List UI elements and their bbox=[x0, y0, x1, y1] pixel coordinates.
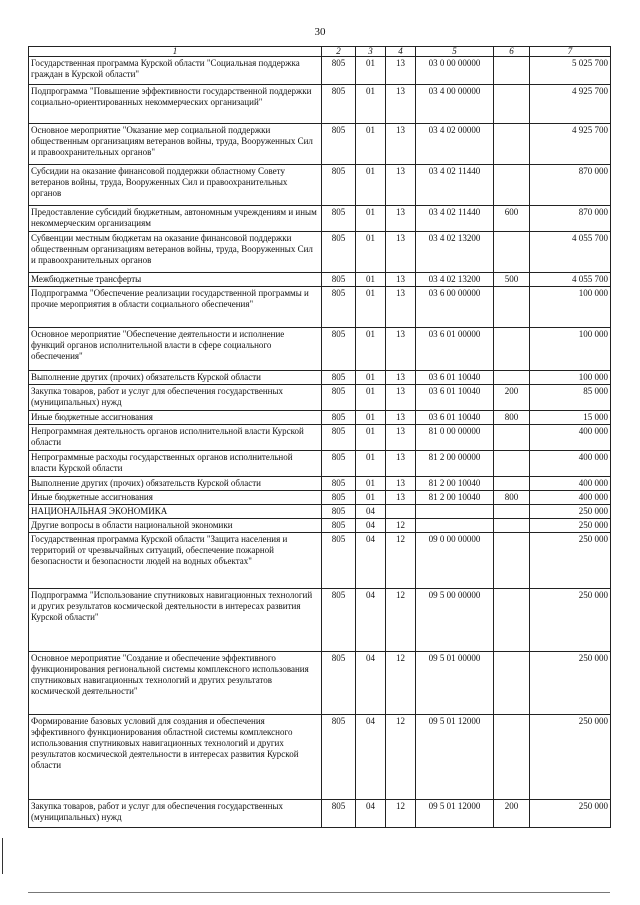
row-col-3-cell: 01 bbox=[356, 385, 386, 411]
row-name-cell: Предоставление субсидий бюджетным, автономным учреждениям и иным некоммерческим организациям bbox=[29, 206, 322, 232]
row-name-cell: Иные бюджетные ассигнования bbox=[29, 411, 322, 425]
row-col-7-cell: 100 000 bbox=[530, 371, 611, 385]
row-col-4-cell: 13 bbox=[386, 385, 416, 411]
table-row bbox=[29, 800, 611, 828]
row-name-cell: Государственная программа Курской области "Защита населения и территорий от чрезвычайных ситуаций, обеспечение пожарной безопасности и безопасности людей на водных объектах" bbox=[29, 533, 322, 589]
row-name-cell: Выполнение других (прочих) обязательств Курской области bbox=[29, 477, 322, 491]
row-col-3-cell: 04 bbox=[356, 533, 386, 589]
table-body bbox=[29, 57, 611, 828]
table-row bbox=[29, 124, 611, 165]
row-col-6-cell bbox=[494, 85, 530, 124]
table-row bbox=[29, 411, 611, 425]
row-col-6-cell bbox=[494, 328, 530, 371]
row-col-3-cell: 01 bbox=[356, 232, 386, 273]
row-name-cell: Непрограммные расходы государственных органов исполнительной власти Курской области bbox=[29, 451, 322, 477]
table-row bbox=[29, 589, 611, 652]
row-name-cell: Государственная программа Курской области "Социальная поддержка граждан в Курской области" bbox=[29, 57, 322, 85]
row-col-7-cell: 400 000 bbox=[530, 477, 611, 491]
row-name-cell: Субсидии на оказание финансовой поддержки областному Совету ветеранов войны, труда, Вооруженных Сил и правоохранительных органов bbox=[29, 165, 322, 206]
table-row bbox=[29, 273, 611, 287]
row-col-2-cell: 805 bbox=[322, 519, 356, 533]
row-col-2-cell: 805 bbox=[322, 491, 356, 505]
row-col-4-cell: 13 bbox=[386, 411, 416, 425]
row-name-cell: НАЦИОНАЛЬНАЯ ЭКОНОМИКА bbox=[29, 505, 322, 519]
row-col-2-cell: 805 bbox=[322, 371, 356, 385]
row-col-4-cell: 13 bbox=[386, 451, 416, 477]
row-col-3-cell: 01 bbox=[356, 273, 386, 287]
table-row bbox=[29, 206, 611, 232]
row-col-2-cell: 805 bbox=[322, 287, 356, 328]
row-col-7-cell: 100 000 bbox=[530, 287, 611, 328]
row-col-6-cell bbox=[494, 505, 530, 519]
row-col-7-cell: 15 000 bbox=[530, 411, 611, 425]
row-col-2-cell: 805 bbox=[322, 425, 356, 451]
table-row bbox=[29, 385, 611, 411]
row-col-4-cell: 12 bbox=[386, 715, 416, 800]
row-col-7-cell: 4 055 700 bbox=[530, 232, 611, 273]
header-col-4: 4 bbox=[386, 47, 416, 57]
row-col-7-cell: 100 000 bbox=[530, 328, 611, 371]
row-col-4-cell bbox=[386, 505, 416, 519]
row-col-4-cell: 13 bbox=[386, 124, 416, 165]
row-col-5-cell: 09 5 01 12000 bbox=[416, 715, 494, 800]
row-col-2-cell: 805 bbox=[322, 505, 356, 519]
row-col-4-cell: 13 bbox=[386, 273, 416, 287]
row-col-3-cell: 01 bbox=[356, 477, 386, 491]
row-col-3-cell: 01 bbox=[356, 165, 386, 206]
row-col-7-cell: 400 000 bbox=[530, 491, 611, 505]
table-header-row bbox=[29, 47, 611, 57]
table-row bbox=[29, 491, 611, 505]
row-col-7-cell: 400 000 bbox=[530, 425, 611, 451]
row-col-6-cell: 800 bbox=[494, 491, 530, 505]
row-col-6-cell bbox=[494, 124, 530, 165]
row-col-6-cell bbox=[494, 519, 530, 533]
row-col-5-cell: 81 2 00 00000 bbox=[416, 451, 494, 477]
row-name-cell: Межбюджетные трансферты bbox=[29, 273, 322, 287]
row-col-7-cell: 400 000 bbox=[530, 451, 611, 477]
row-col-5-cell: 03 4 02 11440 bbox=[416, 165, 494, 206]
row-col-5-cell: 03 4 02 00000 bbox=[416, 124, 494, 165]
row-col-6-cell bbox=[494, 165, 530, 206]
row-name-cell: Основное мероприятие "Обеспечение деятельности и исполнение функций органов исполнительной власти в сфере социального обеспечения" bbox=[29, 328, 322, 371]
table-row bbox=[29, 57, 611, 85]
row-col-4-cell: 13 bbox=[386, 371, 416, 385]
row-col-4-cell: 13 bbox=[386, 85, 416, 124]
table-row bbox=[29, 85, 611, 124]
row-col-4-cell: 13 bbox=[386, 328, 416, 371]
table-row bbox=[29, 425, 611, 451]
row-col-7-cell: 250 000 bbox=[530, 715, 611, 800]
row-col-7-cell: 250 000 bbox=[530, 533, 611, 589]
row-col-2-cell: 805 bbox=[322, 232, 356, 273]
row-col-2-cell: 805 bbox=[322, 124, 356, 165]
row-col-5-cell: 03 6 01 00000 bbox=[416, 328, 494, 371]
row-col-3-cell: 04 bbox=[356, 715, 386, 800]
row-col-5-cell: 03 4 00 00000 bbox=[416, 85, 494, 124]
row-col-7-cell: 85 000 bbox=[530, 385, 611, 411]
row-col-7-cell: 870 000 bbox=[530, 165, 611, 206]
row-col-6-cell bbox=[494, 425, 530, 451]
row-col-6-cell bbox=[494, 533, 530, 589]
row-col-4-cell: 13 bbox=[386, 206, 416, 232]
row-col-3-cell: 01 bbox=[356, 491, 386, 505]
row-col-2-cell: 805 bbox=[322, 273, 356, 287]
row-name-cell: Субвенции местным бюджетам на оказание финансовой поддержки общественным организациям ветеранов войны, труда, Вооруженных Сил и правоохранительных органов bbox=[29, 232, 322, 273]
table-row bbox=[29, 519, 611, 533]
row-col-5-cell: 09 5 00 00000 bbox=[416, 589, 494, 652]
row-col-5-cell: 09 5 01 00000 bbox=[416, 652, 494, 715]
row-col-6-cell bbox=[494, 57, 530, 85]
row-name-cell: Закупка товаров, работ и услуг для обеспечения государственных (муниципальных) нужд bbox=[29, 800, 322, 828]
row-col-7-cell: 870 000 bbox=[530, 206, 611, 232]
header-col-1: 1 bbox=[29, 47, 322, 57]
row-col-7-cell: 4 925 700 bbox=[530, 124, 611, 165]
row-col-5-cell: 03 4 02 13200 bbox=[416, 273, 494, 287]
row-name-cell: Иные бюджетные ассигнования bbox=[29, 491, 322, 505]
row-col-4-cell: 13 bbox=[386, 491, 416, 505]
header-col-7: 7 bbox=[530, 47, 611, 57]
row-col-2-cell: 805 bbox=[322, 715, 356, 800]
row-col-3-cell: 01 bbox=[356, 451, 386, 477]
row-col-3-cell: 01 bbox=[356, 328, 386, 371]
row-col-2-cell: 805 bbox=[322, 328, 356, 371]
table-row bbox=[29, 287, 611, 328]
row-col-6-cell bbox=[494, 477, 530, 491]
row-col-5-cell: 81 0 00 00000 bbox=[416, 425, 494, 451]
row-name-cell: Основное мероприятие "Оказание мер социальной поддержки общественным организациям ветеранов войны, труда, Вооруженных Сил и правоохранительных органов" bbox=[29, 124, 322, 165]
row-col-6-cell: 600 bbox=[494, 206, 530, 232]
table-row bbox=[29, 533, 611, 589]
row-col-6-cell bbox=[494, 451, 530, 477]
row-col-7-cell: 5 025 700 bbox=[530, 57, 611, 85]
row-col-4-cell: 13 bbox=[386, 57, 416, 85]
row-col-4-cell: 12 bbox=[386, 589, 416, 652]
row-col-2-cell: 805 bbox=[322, 411, 356, 425]
row-col-7-cell: 4 925 700 bbox=[530, 85, 611, 124]
row-name-cell: Выполнение других (прочих) обязательств Курской области bbox=[29, 371, 322, 385]
row-col-7-cell: 250 000 bbox=[530, 505, 611, 519]
row-col-6-cell bbox=[494, 589, 530, 652]
row-col-5-cell: 03 6 00 00000 bbox=[416, 287, 494, 328]
row-col-5-cell: 03 4 02 11440 bbox=[416, 206, 494, 232]
row-name-cell: Подпрограмма "Обеспечение реализации государственной программы и прочие мероприятия в области социального обеспечения" bbox=[29, 287, 322, 328]
row-col-3-cell: 04 bbox=[356, 519, 386, 533]
table-row bbox=[29, 477, 611, 491]
row-col-2-cell: 805 bbox=[322, 589, 356, 652]
row-col-6-cell bbox=[494, 287, 530, 328]
row-col-7-cell: 250 000 bbox=[530, 519, 611, 533]
row-col-3-cell: 01 bbox=[356, 57, 386, 85]
row-col-3-cell: 01 bbox=[356, 411, 386, 425]
row-col-6-cell: 800 bbox=[494, 411, 530, 425]
row-col-5-cell: 09 0 00 00000 bbox=[416, 533, 494, 589]
page-number: 30 bbox=[314, 26, 326, 38]
row-name-cell: Основное мероприятие "Создание и обеспечение эффективного функционирования региональной системы комплексного использования спутниковых навигационных технологий и других результатов космической деятельности" bbox=[29, 652, 322, 715]
row-col-3-cell: 01 bbox=[356, 371, 386, 385]
table-row bbox=[29, 652, 611, 715]
row-name-cell: Закупка товаров, работ и услуг для обеспечения государственных (муниципальных) нужд bbox=[29, 385, 322, 411]
row-col-5-cell bbox=[416, 505, 494, 519]
row-col-3-cell: 04 bbox=[356, 505, 386, 519]
row-name-cell: Формирование базовых условий для создания и обеспечения эффективного функционирования областной системы комплексного использования спутниковых навигационных технологий и других результатов космической деятельности в интересах развития Курской области bbox=[29, 715, 322, 800]
row-col-5-cell: 09 5 01 12000 bbox=[416, 800, 494, 828]
header-col-6: 6 bbox=[494, 47, 530, 57]
table-row bbox=[29, 232, 611, 273]
row-col-4-cell: 13 bbox=[386, 477, 416, 491]
row-col-3-cell: 01 bbox=[356, 425, 386, 451]
table-row bbox=[29, 371, 611, 385]
row-col-3-cell: 01 bbox=[356, 206, 386, 232]
row-col-2-cell: 805 bbox=[322, 652, 356, 715]
table-row bbox=[29, 328, 611, 371]
row-col-2-cell: 805 bbox=[322, 451, 356, 477]
row-col-5-cell: 03 6 01 10040 bbox=[416, 385, 494, 411]
row-col-5-cell: 03 4 02 13200 bbox=[416, 232, 494, 273]
budget-table bbox=[28, 46, 611, 828]
header-col-5: 5 bbox=[416, 47, 494, 57]
row-col-3-cell: 04 bbox=[356, 800, 386, 828]
row-col-6-cell: 200 bbox=[494, 800, 530, 828]
row-col-3-cell: 01 bbox=[356, 124, 386, 165]
row-col-4-cell: 12 bbox=[386, 652, 416, 715]
row-col-4-cell: 12 bbox=[386, 800, 416, 828]
row-col-3-cell: 01 bbox=[356, 287, 386, 328]
row-col-2-cell: 805 bbox=[322, 206, 356, 232]
row-col-4-cell: 12 bbox=[386, 533, 416, 589]
row-col-2-cell: 805 bbox=[322, 57, 356, 85]
row-col-4-cell: 12 bbox=[386, 519, 416, 533]
row-col-6-cell bbox=[494, 715, 530, 800]
row-col-7-cell: 250 000 bbox=[530, 652, 611, 715]
row-col-5-cell: 03 6 01 10040 bbox=[416, 371, 494, 385]
row-col-6-cell: 500 bbox=[494, 273, 530, 287]
table-row bbox=[29, 165, 611, 206]
row-col-2-cell: 805 bbox=[322, 85, 356, 124]
row-col-2-cell: 805 bbox=[322, 477, 356, 491]
row-col-2-cell: 805 bbox=[322, 533, 356, 589]
row-name-cell: Подпрограмма "Повышение эффективности государственной поддержки социально-ориентированных некоммерческих организаций" bbox=[29, 85, 322, 124]
row-col-6-cell bbox=[494, 371, 530, 385]
row-name-cell: Непрограммная деятельность органов исполнительной власти Курской области bbox=[29, 425, 322, 451]
row-col-4-cell: 13 bbox=[386, 287, 416, 328]
row-name-cell: Другие вопросы в области национальной экономики bbox=[29, 519, 322, 533]
row-col-3-cell: 04 bbox=[356, 652, 386, 715]
scan-edge-mark bbox=[2, 838, 3, 874]
row-col-2-cell: 805 bbox=[322, 800, 356, 828]
header-col-2: 2 bbox=[322, 47, 356, 57]
row-col-4-cell: 13 bbox=[386, 232, 416, 273]
row-col-7-cell: 250 000 bbox=[530, 800, 611, 828]
bottom-rule bbox=[28, 892, 610, 893]
table-row bbox=[29, 451, 611, 477]
row-col-5-cell: 03 6 01 10040 bbox=[416, 411, 494, 425]
row-col-4-cell: 13 bbox=[386, 425, 416, 451]
header-col-3: 3 bbox=[356, 47, 386, 57]
table-row bbox=[29, 505, 611, 519]
row-col-7-cell: 4 055 700 bbox=[530, 273, 611, 287]
row-col-7-cell: 250 000 bbox=[530, 589, 611, 652]
row-col-4-cell: 13 bbox=[386, 165, 416, 206]
row-col-5-cell: 81 2 00 10040 bbox=[416, 491, 494, 505]
row-col-2-cell: 805 bbox=[322, 385, 356, 411]
table-row bbox=[29, 715, 611, 800]
row-col-3-cell: 04 bbox=[356, 589, 386, 652]
row-col-6-cell bbox=[494, 652, 530, 715]
row-col-5-cell bbox=[416, 519, 494, 533]
row-col-5-cell: 03 0 00 00000 bbox=[416, 57, 494, 85]
row-col-5-cell: 81 2 00 10040 bbox=[416, 477, 494, 491]
row-col-2-cell: 805 bbox=[322, 165, 356, 206]
row-col-6-cell bbox=[494, 232, 530, 273]
row-col-3-cell: 01 bbox=[356, 85, 386, 124]
row-name-cell: Подпрограмма "Использование спутниковых навигационных технологий и других результатов космической деятельности в интересах развития Курской области" bbox=[29, 589, 322, 652]
row-col-6-cell: 200 bbox=[494, 385, 530, 411]
